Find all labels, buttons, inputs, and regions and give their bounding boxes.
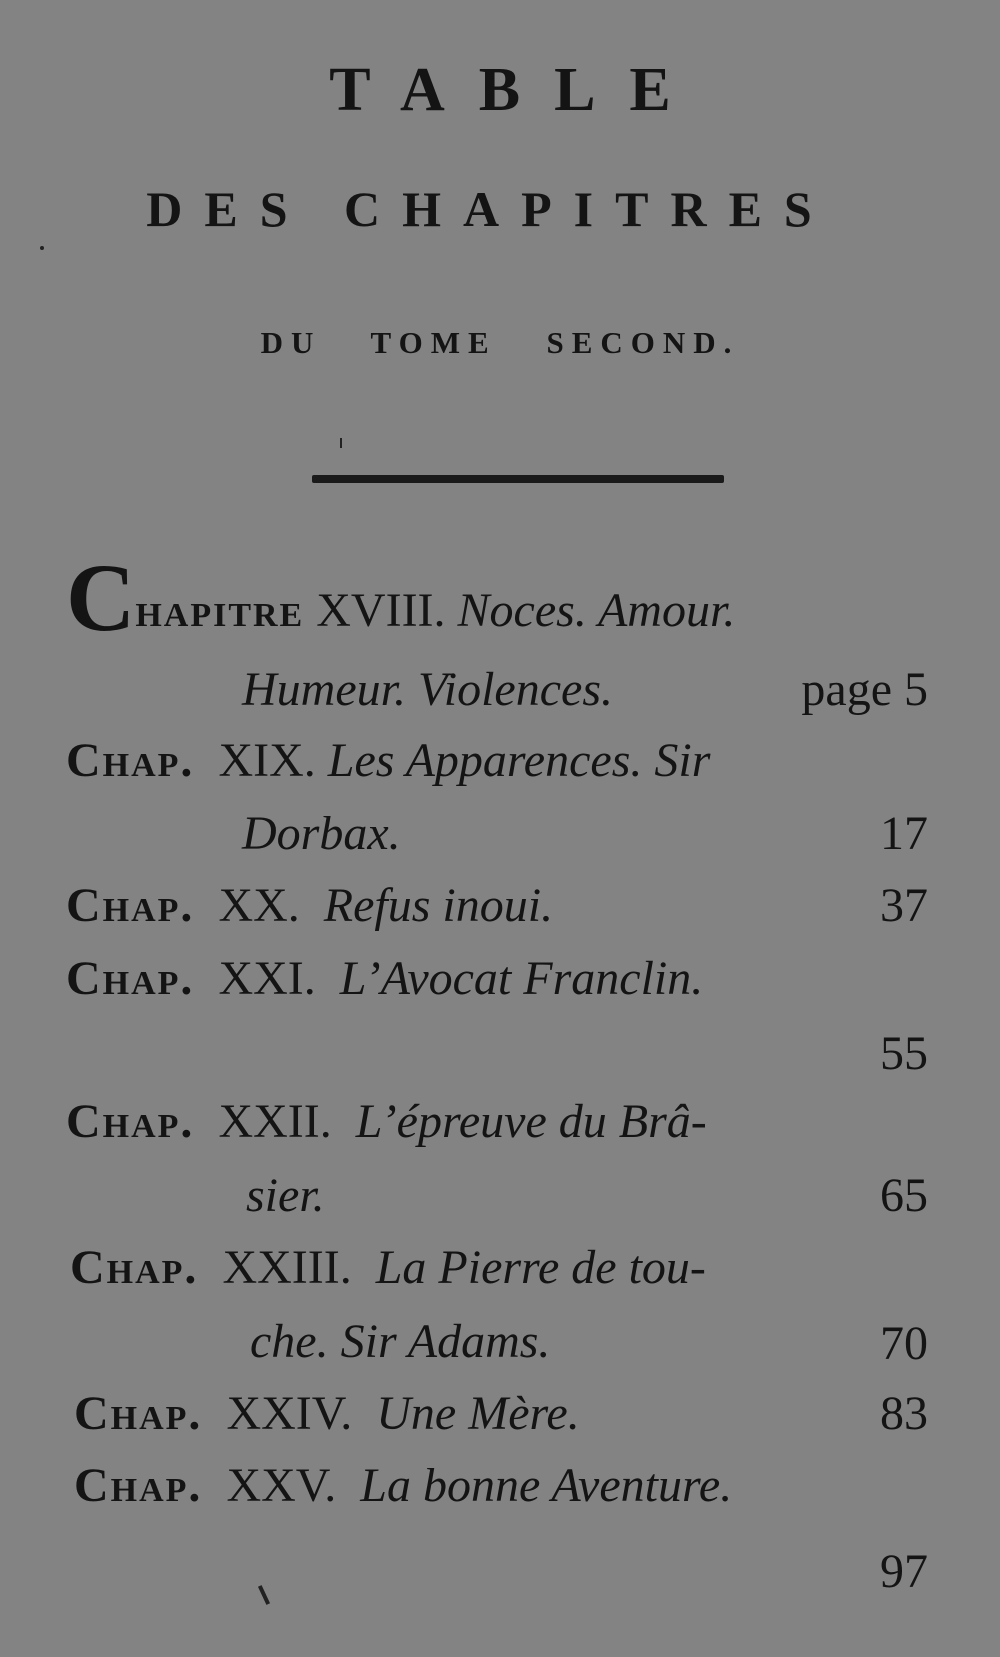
page-number: 97 <box>880 1545 928 1598</box>
chapter-title-continued: che. Sir Adams. <box>250 1315 551 1368</box>
chapter-label: Chap. <box>66 1095 195 1148</box>
toc-entry-xxiii-line1 <box>70 1241 706 1294</box>
page-prefix: page <box>801 663 892 716</box>
volume-label: DU TOME SECOND. <box>260 325 740 360</box>
drop-cap: C <box>66 544 136 651</box>
toc-entry-xxii-line1 <box>66 1095 707 1148</box>
chapter-label: Chap. <box>66 879 195 932</box>
chapter-title: La Pierre de tou- <box>375 1241 706 1294</box>
page-number: 17 <box>880 807 928 860</box>
chapter-number: XXIV. <box>226 1387 353 1440</box>
chapter-title-continued: Humeur. Violences. <box>242 663 614 716</box>
page-number: 37 <box>880 879 928 932</box>
page-ref-xix <box>880 807 928 860</box>
ink-speck <box>340 438 342 448</box>
chapter-title: Les Apparences. Sir <box>327 734 711 787</box>
chapter-number: XXI. <box>218 952 316 1005</box>
chapter-title-continued: Dorbax. <box>242 807 401 860</box>
toc-entry-xxiv <box>74 1387 580 1440</box>
toc-entry-xviii-line1 <box>66 544 736 651</box>
page-ref-xxiii <box>880 1317 928 1370</box>
chapter-number: XX. <box>218 879 300 932</box>
chapter-title-continued: sier. <box>246 1169 325 1222</box>
page-ref-xxii <box>880 1169 928 1222</box>
page-ref-xxv <box>880 1545 928 1598</box>
chapter-title: Noces. Amour. <box>457 584 736 637</box>
page-ref-xxiv <box>880 1387 928 1440</box>
toc-entry-xxiii-line2 <box>250 1315 551 1368</box>
page-number: 5 <box>904 663 928 716</box>
page-title: TABLE <box>329 56 705 124</box>
page-number: 83 <box>880 1387 928 1440</box>
chapter-title: L’épreuve du Brâ- <box>355 1095 707 1148</box>
chapter-title: La bonne Aventure. <box>360 1459 733 1512</box>
page-ref-xxi <box>880 1027 928 1080</box>
page-number: 70 <box>880 1317 928 1370</box>
page-subtitle: DES CHAPITRES <box>146 181 834 237</box>
chapter-label: Chap. <box>66 734 195 787</box>
toc-entry-xxi <box>66 952 704 1005</box>
chapter-number: XVIII. <box>316 584 446 637</box>
toc-entry-xviii-line2 <box>242 663 614 716</box>
page-ref-xx <box>880 879 928 932</box>
page-number: 65 <box>880 1169 928 1222</box>
chapter-label: Chap. <box>74 1387 203 1440</box>
toc-entry-xxv <box>74 1459 733 1512</box>
page-number: 55 <box>880 1027 928 1080</box>
chapter-label: hapitre <box>135 584 305 637</box>
chapter-label: Chap. <box>70 1241 199 1294</box>
chapter-label: Chap. <box>66 952 195 1005</box>
chapter-title: Une Mère. <box>376 1387 580 1440</box>
chapter-title: Refus inoui. <box>323 879 554 932</box>
chapter-label: Chap. <box>74 1459 203 1512</box>
toc-entry-xxii-line2 <box>246 1169 325 1222</box>
chapter-number: XIX. <box>218 734 316 787</box>
toc-entry-xix-line1 <box>66 734 711 787</box>
chapter-number: XXIII. <box>222 1241 352 1294</box>
toc-entry-xx <box>66 879 554 932</box>
chapter-number: XXII. <box>218 1095 332 1148</box>
chapter-number: XXV. <box>226 1459 337 1512</box>
page-ref-xviii <box>801 663 928 716</box>
toc-entry-xix-line2 <box>242 807 401 860</box>
ink-speck <box>40 246 44 250</box>
chapter-title: L’Avocat Franclin. <box>339 952 704 1005</box>
